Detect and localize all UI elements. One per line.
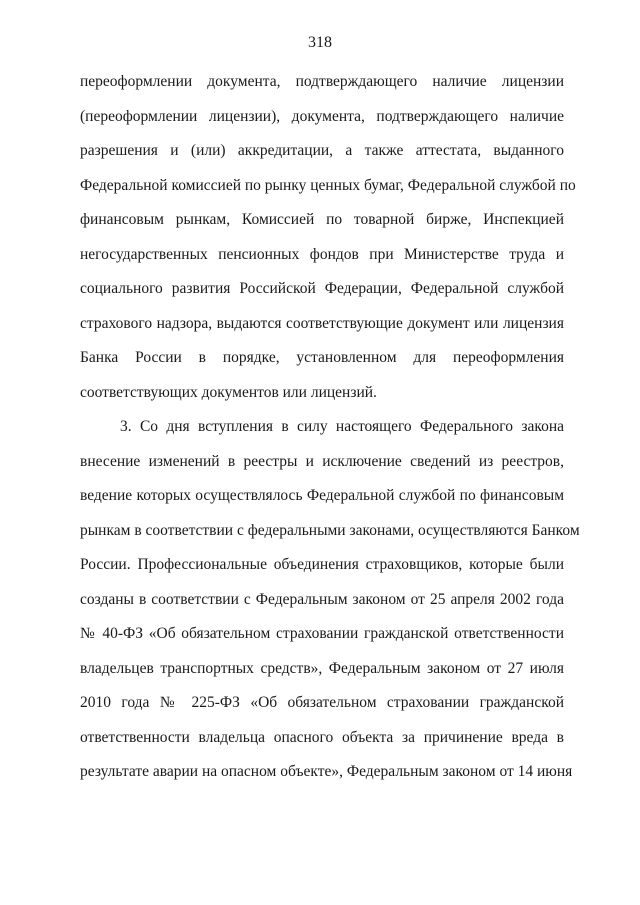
- text-line: 2010 года № 225-ФЗ «Об обязательном страховании гражданской: [80, 694, 564, 711]
- text-line: Федеральной комиссией по рынку ценных бумаг, Федеральной службой по: [80, 176, 576, 194]
- text-line: России. Профессиональные объединения страховщиков, которые были: [80, 556, 564, 573]
- text-line: негосударственных пенсионных фондов при Министерстве труда и: [80, 245, 564, 263]
- text-line: (переоформлении лицензии), документа, подтверждающего наличие: [80, 107, 564, 125]
- text-line: ответственности владельца опасного объекта за причинение вреда в: [80, 728, 564, 746]
- text-line: социального развития Российской Федерации, Федеральной службой: [80, 280, 564, 297]
- text-line: № 40-ФЗ «Об обязательном страховании гражданской ответственности: [80, 625, 564, 642]
- text-line: внесение изменений в реестры и исключение сведений из реестров,: [80, 452, 564, 470]
- text-line: страхового надзора, выдаются соответствующие документ или лицензия: [80, 314, 564, 332]
- text-line: ведение которых осуществлялось Федеральной службой по финансовым: [80, 487, 564, 504]
- text-line: владельцев транспортных средств», Федеральным законом от 27 июля: [80, 659, 564, 677]
- paragraph-continuation: [80, 65, 576, 410]
- text-line: финансовым рынкам, Комиссией по товарной бирже, Инспекцией: [80, 211, 564, 228]
- text-line: 3. Со дня вступления в силу настоящего Федерального закона: [120, 418, 564, 435]
- page-number: 318: [308, 34, 332, 51]
- text-line: разрешения и (или) аккредитации, а также аттестата, выданного: [80, 142, 564, 159]
- text-line: соответствующих документов или лицензий.: [80, 383, 377, 401]
- text-line: созданы в соответствии с Федеральным законом от 25 апреля 2002 года: [80, 590, 564, 608]
- text-line: переоформлении документа, подтверждающего наличие лицензии: [80, 73, 564, 90]
- text-line: Банка России в порядке, установленном для переоформления: [80, 349, 564, 366]
- paragraph-item-3: [80, 410, 580, 790]
- text-line: результате аварии на опасном объекте», Федеральным законом от 14 июня: [80, 763, 573, 780]
- text-line: рынкам в соответствии с федеральными законами, осуществляются Банком: [80, 521, 580, 539]
